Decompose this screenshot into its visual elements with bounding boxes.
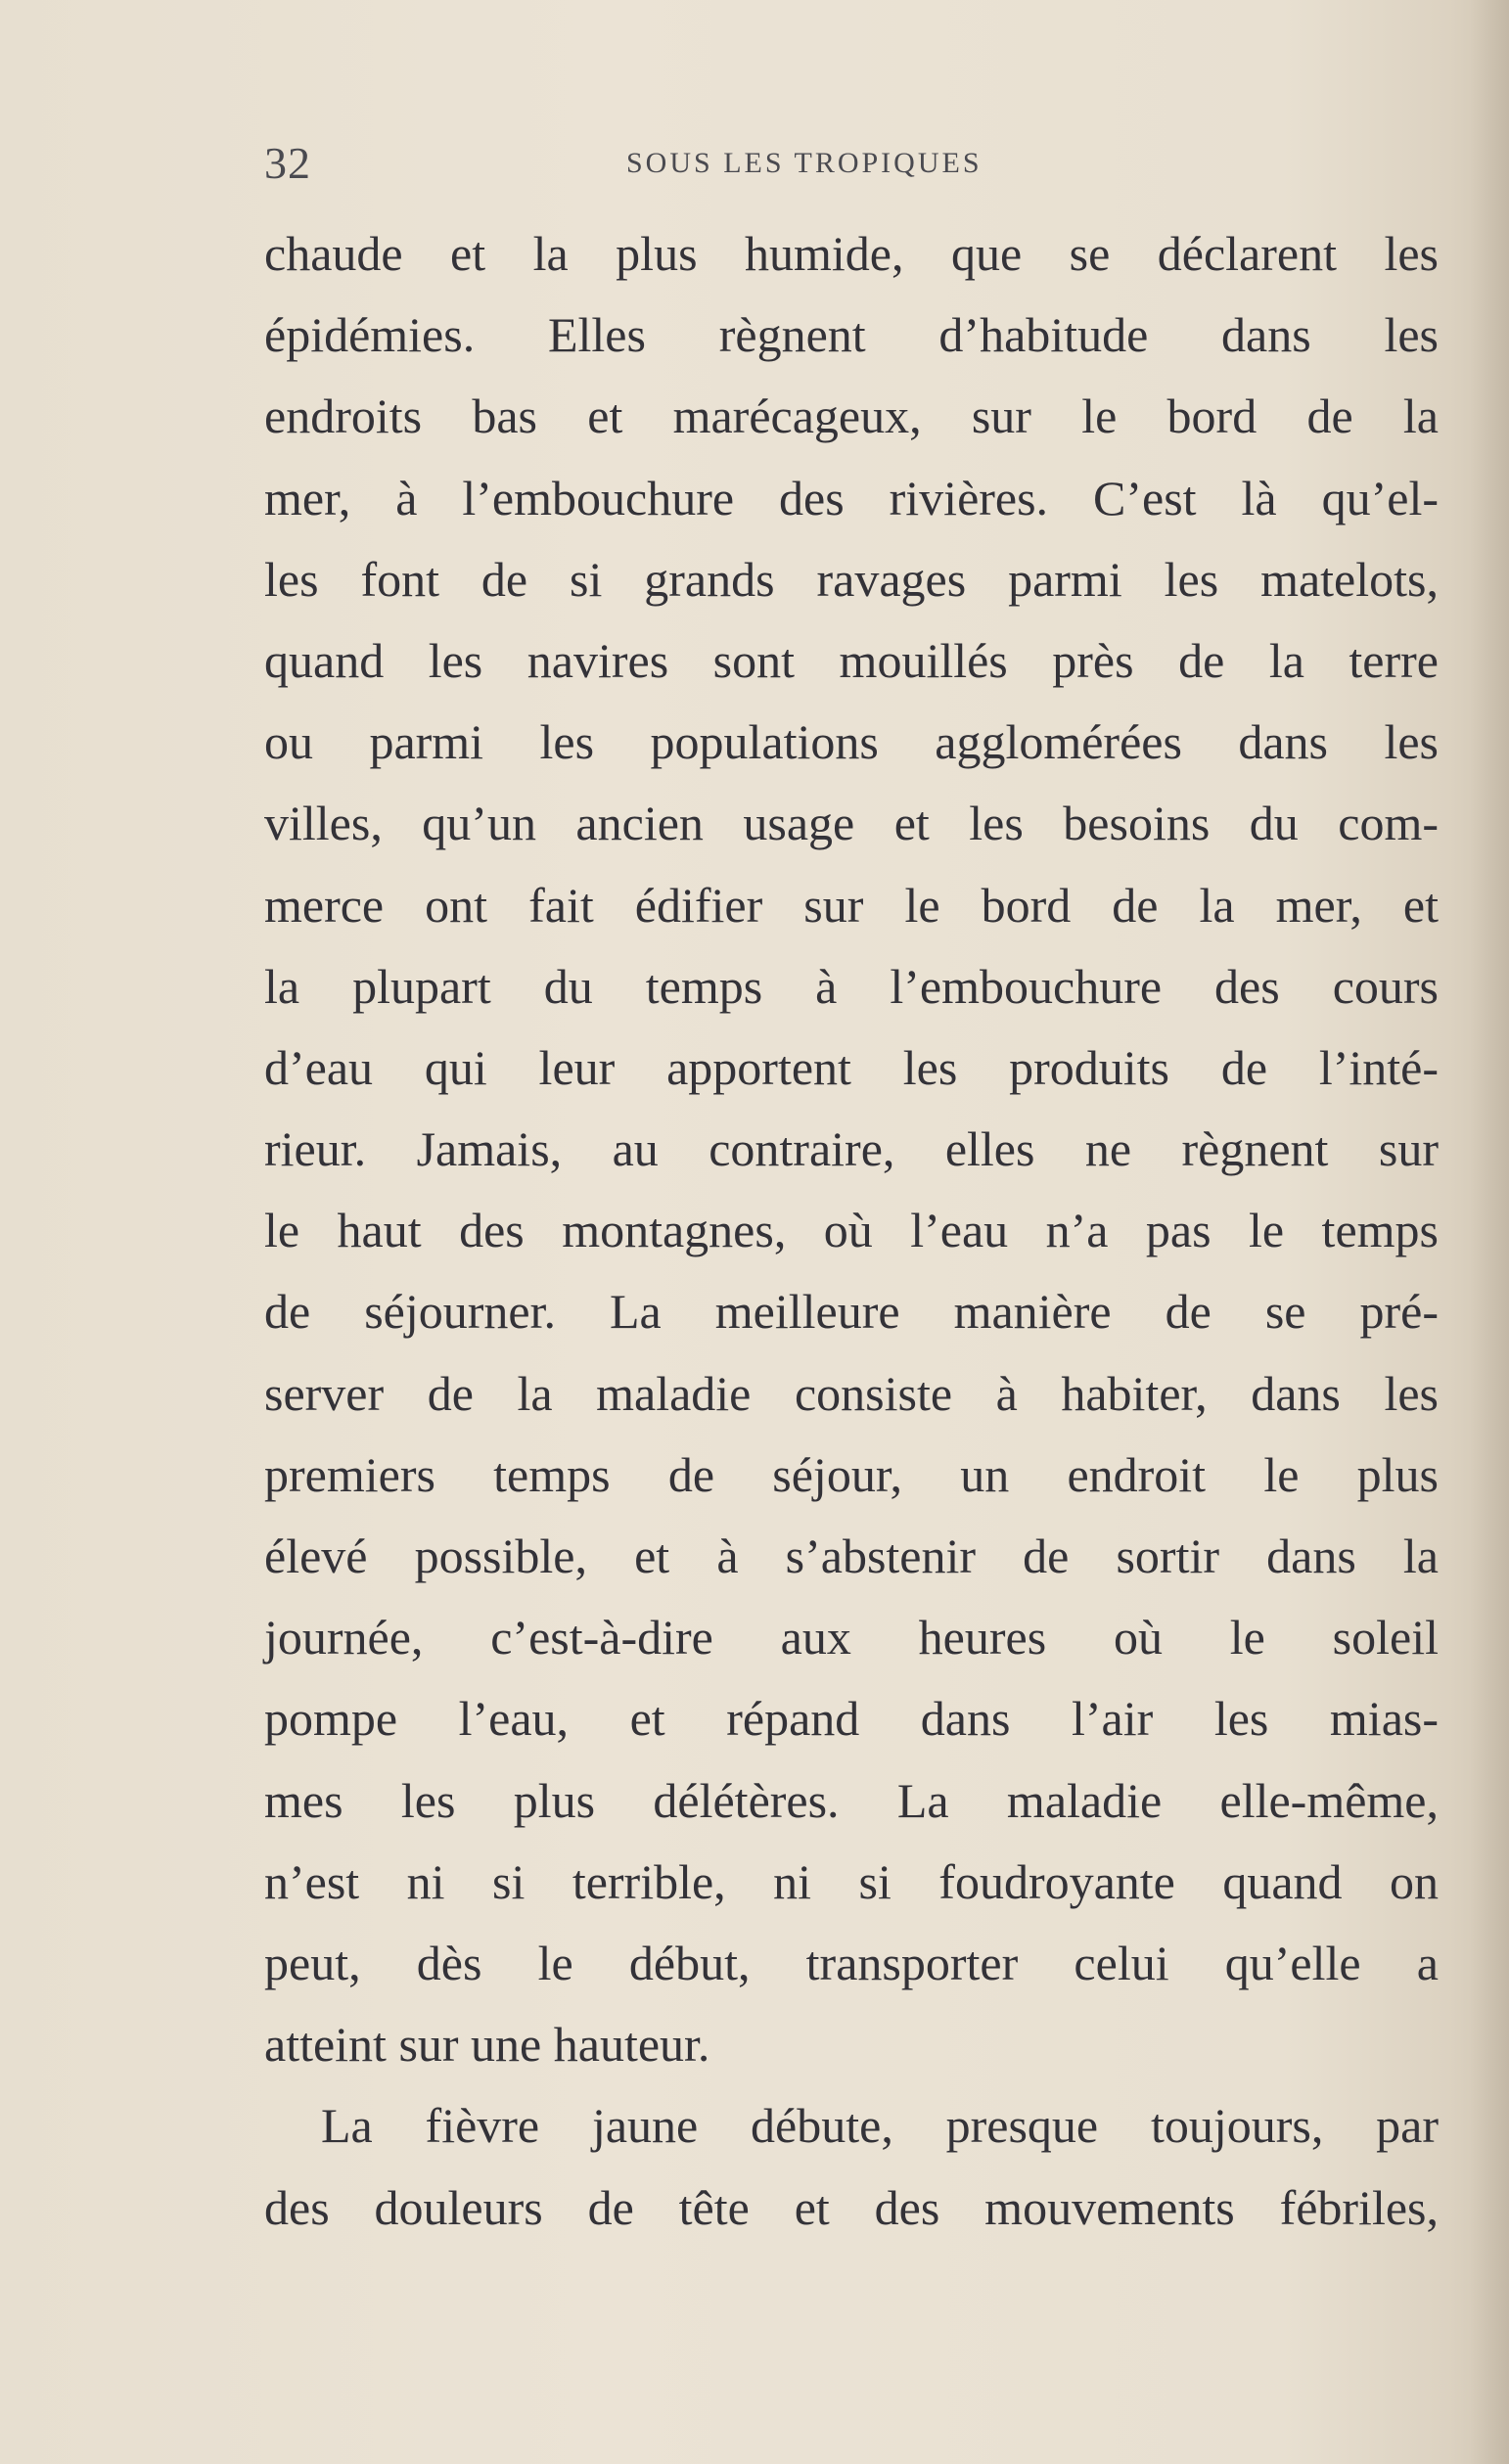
text-line: la plupart du temps à l’embouchure des cours bbox=[264, 958, 1439, 1014]
text-line: élevé possible, et à s’abstenir de sortir dans la bbox=[264, 1529, 1439, 1583]
text-line: de séjourner. La meilleure manière de se pré- bbox=[264, 1284, 1439, 1340]
text-line: chaude et la plus humide, que se déclarent les bbox=[264, 226, 1439, 281]
page-edge-shadow bbox=[1470, 0, 1509, 2464]
text-line: rieur. Jamais, au contraire, elles ne règnent sur bbox=[264, 1121, 1439, 1177]
text-line: server de la maladie consiste à habiter, dans les bbox=[264, 1365, 1439, 1421]
text-line-paragraph-end: atteint sur une hauteur. bbox=[264, 2017, 710, 2073]
text-line: merce ont fait édifier sur le bord de la mer, et bbox=[264, 877, 1439, 933]
text-line: pompe l’eau, et répand dans l’air les mias- bbox=[264, 1691, 1439, 1747]
page-number: 32 bbox=[264, 138, 311, 188]
text-line: villes, qu’un ancien usage et les besoins du com- bbox=[264, 796, 1439, 851]
text-line: peut, dès le début, transporter celui qu’elle a bbox=[264, 1935, 1439, 1990]
text-line: mes les plus délétères. La maladie elle-même, bbox=[264, 1772, 1439, 1828]
text-line: journée, c’est-à-dire aux heures où le soleil bbox=[264, 1610, 1439, 1665]
text-line-paragraph-start: La fièvre jaune débute, presque toujours, par bbox=[321, 2098, 1439, 2154]
running-head bbox=[264, 137, 1439, 196]
text-line: des douleurs de tête et des mouvements fébriles, bbox=[264, 2179, 1439, 2235]
body-text bbox=[264, 213, 1439, 2249]
text-line: épidémies. Elles règnent d’habitude dans les bbox=[264, 307, 1439, 363]
text-line: mer, à l’embouchure des rivières. C’est là qu’el- bbox=[264, 470, 1439, 525]
text-line: les font de si grands ravages parmi les matelots, bbox=[264, 551, 1439, 607]
text-line: ou parmi les populations agglomérées dans les bbox=[264, 714, 1439, 770]
text-line: d’eau qui leur apportent les produits de l’inté- bbox=[264, 1039, 1439, 1095]
text-line: n’est ni si terrible, ni si foudroyante quand on bbox=[264, 1853, 1439, 1909]
text-line: le haut des montagnes, où l’eau n’a pas le temps bbox=[264, 1203, 1439, 1258]
text-line: quand les navires sont mouillés près de la terre bbox=[264, 632, 1439, 688]
text-line: premiers temps de séjour, un endroit le plus bbox=[264, 1446, 1439, 1502]
running-title: SOUS LES TROPIQUES bbox=[626, 147, 983, 179]
text-line: endroits bas et marécageux, sur le bord de la bbox=[264, 388, 1439, 444]
